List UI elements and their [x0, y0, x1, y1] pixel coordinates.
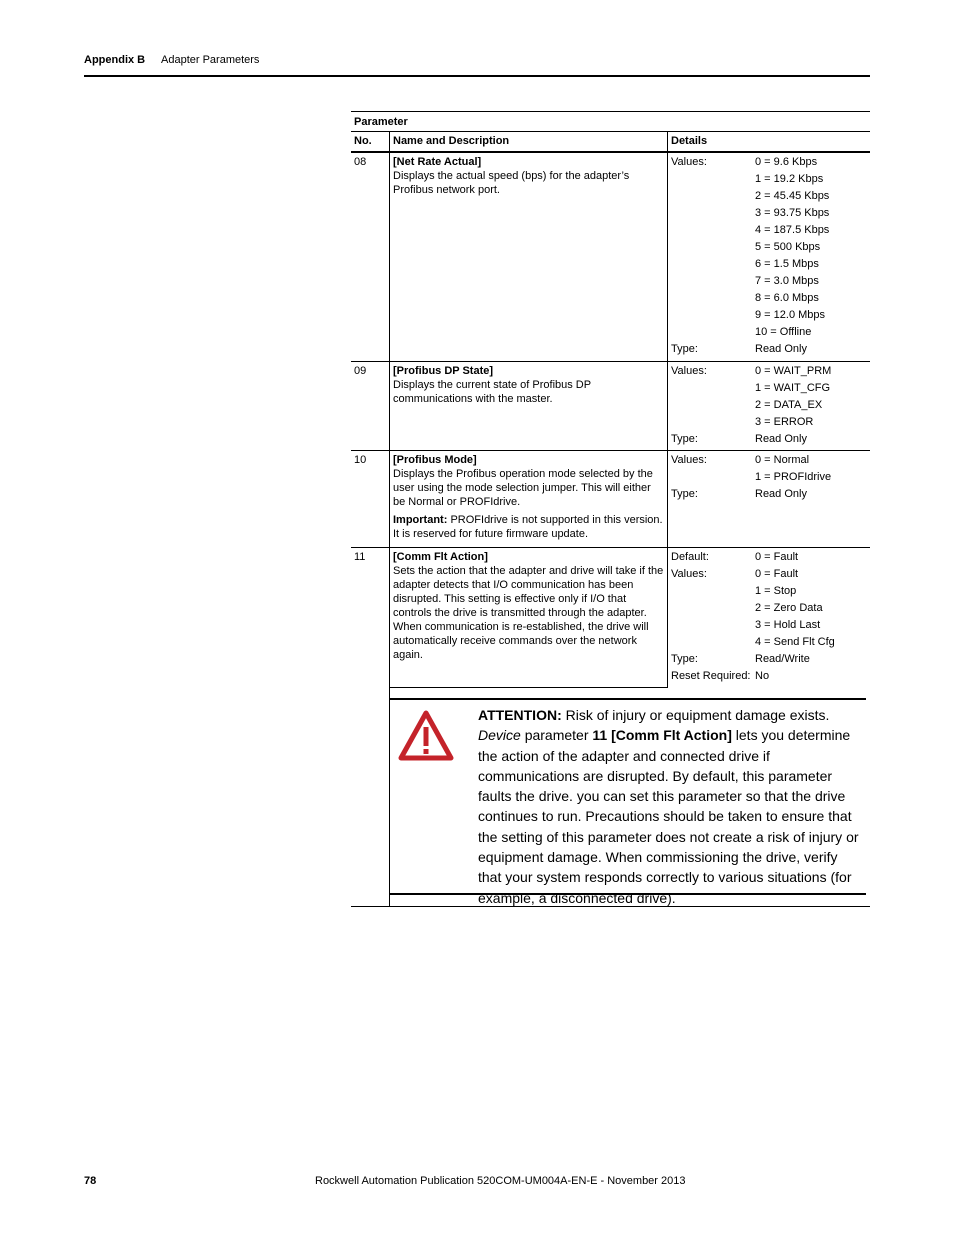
detail-value: 6 = 1.5 Mbps — [755, 258, 819, 270]
detail-value: Read Only — [755, 488, 807, 500]
important-text: PROFIdrive is not supported in this version. It is reserved for future firmware update. — [393, 514, 663, 540]
param-number: 10 — [354, 454, 367, 466]
table-row — [351, 548, 870, 688]
detail-value: 10 = Offline — [755, 326, 812, 338]
detail-value: 1 = Stop — [755, 585, 797, 597]
col-header-details: Details — [671, 135, 708, 147]
table-row — [351, 153, 870, 362]
detail-key: Values: — [671, 365, 707, 377]
parameter-table — [351, 111, 870, 907]
detail-key: Values: — [671, 156, 707, 168]
table-header — [351, 132, 870, 153]
attention-box — [390, 698, 866, 906]
param-name: [Comm Flt Action] — [393, 551, 488, 563]
attention-body: lets you determine the action of the adapter and connected drive if communications are disrupted. By default, this parameter faults the drive. you can set this parameter so that the drive continues to run. Precautions should be taken to ensure that the setting of this parameter does not create a risk of injury or equipment damage. When commissioning the drive, verify that your system responds correctly to various situations (for example, a disconnected drive). — [478, 727, 859, 906]
param-description: Displays the actual speed (bps) for the adapter’s Profibus network port. — [393, 170, 630, 196]
param-description: Displays the Profibus operation mode selected by the user using the mode selection jumper. This will either be Normal or PROFIdrive. — [393, 468, 653, 508]
publication-info: Rockwell Automation Publication 520COM-UM004A-EN-E - November 2013 — [315, 1175, 686, 1187]
param-description-cell — [393, 453, 665, 541]
detail-value: 4 = Send Flt Cfg — [755, 636, 835, 648]
detail-value: 3 = Hold Last — [755, 619, 821, 631]
detail-key: Type: — [671, 433, 698, 445]
detail-key: Values: — [671, 454, 707, 466]
detail-value: 5 = 500 Kbps — [755, 241, 821, 253]
param-details — [671, 453, 866, 504]
important-label: Important: — [393, 514, 448, 526]
section-label: Appendix B — [84, 54, 146, 66]
attention-param-word: parameter — [524, 727, 589, 744]
detail-value: 1 = WAIT_CFG — [755, 382, 831, 394]
detail-value: 0 = Normal — [755, 454, 810, 466]
detail-key: Type: — [671, 343, 698, 355]
detail-key: Type: — [671, 653, 698, 665]
attention-label: ATTENTION: — [478, 707, 562, 723]
param-details — [671, 155, 866, 359]
detail-key: Default: — [671, 551, 709, 563]
col-header-no: No. — [354, 135, 372, 147]
detail-value: 0 = WAIT_PRM — [755, 365, 832, 377]
detail-value: 4 = 187.5 Kbps — [755, 224, 830, 236]
detail-value: 0 = 9.6 Kbps — [755, 156, 818, 168]
param-number: 08 — [354, 156, 367, 168]
detail-value: 2 = Zero Data — [755, 602, 823, 614]
attention-text — [478, 705, 862, 908]
detail-value: Read Only — [755, 343, 807, 355]
attention-device-word: Device — [478, 727, 521, 744]
detail-value: No — [755, 670, 770, 682]
attention-lead: Risk of injury or equipment damage exists. — [565, 707, 830, 723]
param-name: [Profibus DP State] — [393, 365, 494, 377]
param-name: [Net Rate Actual] — [393, 156, 482, 168]
table-row — [351, 451, 870, 548]
detail-key: Type: — [671, 488, 698, 500]
detail-value: 1 = PROFIdrive — [755, 471, 832, 483]
detail-key: Reset Required: — [671, 670, 751, 682]
attention-param-ref: 11 [Comm Flt Action] — [592, 727, 732, 744]
table-row — [351, 362, 870, 451]
detail-key: Values: — [671, 568, 707, 580]
attention-row — [351, 688, 870, 907]
detail-value: 7 = 3.0 Mbps — [755, 275, 819, 287]
param-description: Sets the action that the adapter and drive will take if the adapter detects that I/O communication has been disrupted. This setting is effective only if I/O that controls the drive is transmitted through the adapter. When communication is re-established, the drive will automatically receive commands over the network again. — [393, 565, 664, 661]
detail-value: Read Only — [755, 433, 807, 445]
detail-value: 0 = Fault — [755, 568, 799, 580]
param-description: Displays the current state of Profibus DP communications with the master. — [393, 379, 591, 405]
table-caption: Parameter — [351, 111, 870, 132]
detail-value: 1 = 19.2 Kbps — [755, 173, 824, 185]
header-title: Adapter Parameters — [161, 54, 260, 66]
warning-triangle-icon — [398, 710, 454, 762]
param-description-cell — [393, 364, 665, 406]
important-note — [393, 513, 665, 541]
detail-value: 3 = 93.75 Kbps — [755, 207, 830, 219]
param-details — [671, 550, 866, 686]
col-header-name: Name and Description — [393, 135, 510, 147]
detail-value: 0 = Fault — [755, 551, 799, 563]
param-name: [Profibus Mode] — [393, 454, 477, 466]
detail-value: 2 = DATA_EX — [755, 399, 823, 411]
param-description-cell — [393, 155, 665, 197]
page-header — [84, 53, 870, 77]
detail-value: 2 = 45.45 Kbps — [755, 190, 830, 202]
param-number: 11 — [354, 551, 366, 563]
detail-value: 8 = 6.0 Mbps — [755, 292, 819, 304]
detail-value: Read/Write — [755, 653, 810, 665]
param-number: 09 — [354, 365, 367, 377]
page-number: 78 — [84, 1175, 97, 1187]
detail-value: 3 = ERROR — [755, 416, 814, 428]
detail-value: 9 = 12.0 Mbps — [755, 309, 826, 321]
param-details — [671, 364, 866, 449]
param-description-cell — [393, 550, 665, 662]
